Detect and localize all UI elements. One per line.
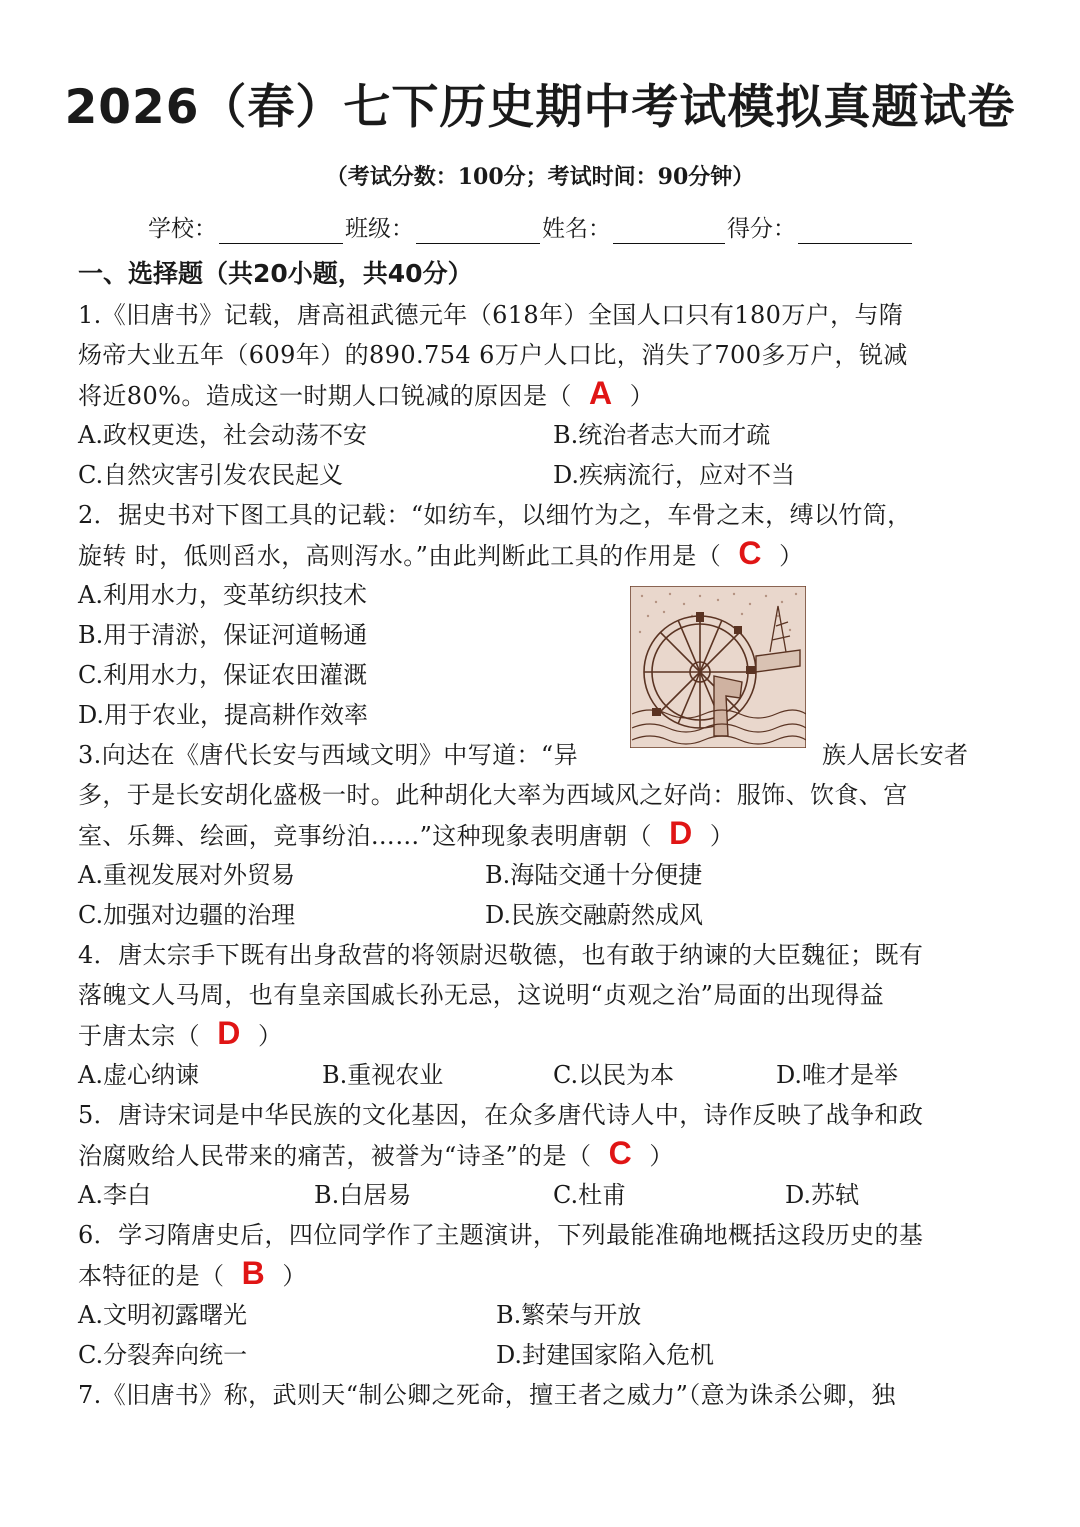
question-5-option-d: D.苏轼 [785,1181,860,1209]
class-label: 班级： [345,216,414,242]
question-3-line-1a: 3.向达在《唐代长安与西域文明》中写道：“异 [78,741,578,769]
question-1-option-d: D.疾病流行，应对不当 [553,461,796,489]
question-4-option-d: D.唯才是举 [776,1061,899,1089]
question-1-option-b: B.统治者志大而才疏 [553,421,771,449]
question-2-option-a: A.利用水力，变革纺织技术 [78,581,367,609]
question-1-option-c: C.自然灾害引发农民起义 [78,461,344,489]
question-3-line-1b: 族人居长安者 [822,741,969,769]
question-6-line-2: 本特征的是（ B ） [78,1255,307,1291]
question-3-answer: D [669,815,693,851]
question-7-line-1: 7.《旧唐书》称，武则天“制公卿之死命，擅王者之威力”（意为诛杀公卿，独 [78,1381,896,1409]
question-3-option-a: A.重视发展对外贸易 [78,861,295,889]
question-2-option-b: B.用于清淤，保证河道畅通 [78,621,368,649]
question-4-option-c: C.以民为本 [553,1061,675,1089]
question-3-line-3: 室、乐舞、绘画，竞事纷泊……”这种现象表明唐朝（ D ） [78,815,735,851]
question-6-option-c: C.分裂奔向统一 [78,1341,248,1369]
question-2-option-d: D.用于农业，提高耕作效率 [78,701,369,729]
question-4-option-a: A.虚心纳谏 [78,1061,199,1089]
question-1-answer: A [588,375,613,411]
question-5-line-2: 治腐败给人民带来的痛苦，被誉为“诗圣”的是（ C ） [78,1135,674,1171]
question-3-line-2: 多，于是长安胡化盛极一时。此种胡化大率为西域风之好尚：服饰、饮食、宫 [78,781,908,809]
exam-subtitle: （考试分数：100分；考试时间：90分钟） [325,164,755,190]
waterwheel-illustration-icon [630,586,806,748]
question-1-line-1: 1.《旧唐书》记载，唐高祖武德元年（618年）全国人口只有180万户，与隋 [78,301,904,329]
question-6-option-a: A.文明初露曙光 [78,1301,247,1329]
question-3-option-d: D.民族交融蔚然成风 [485,901,704,929]
question-2-line-2: 旋转 时，低则舀水，高则泻水。”由此判断此工具的作用是（ C ） [78,535,804,571]
question-3-option-b: B.海陆交通十分便捷 [485,861,703,889]
score-blank [798,217,912,244]
question-2-line-1: 2．据史书对下图工具的记载：“如纺车，以细竹为之，车骨之末，缚以竹筒， [78,501,912,529]
section-heading: 一、选择题（共20小题，共40分） [78,259,473,288]
question-4-answer: D [217,1015,241,1051]
question-4-line-1: 4．唐太宗手下既有出身敌营的将领尉迟敬德，也有敢于纳谏的大臣魏征；既有 [78,941,924,969]
student-info-line [148,210,948,244]
question-5-option-b: B.白居易 [314,1181,412,1209]
question-6-option-b: B.繁荣与开放 [496,1301,642,1329]
question-6-line-1: 6．学习隋唐史后，四位同学作了主题演讲，下列最能准确地概括这段历史的基 [78,1221,924,1249]
question-4-line-3: 于唐太宗（ D ） [78,1015,283,1051]
school-blank [219,217,343,244]
exam-title: 2026（春）七下历史期中考试模拟真题试卷 [64,80,1016,135]
score-label: 得分： [727,216,796,242]
question-1-line-2: 炀帝大业五年（609年）的890.754 6万户人口比，消失了700多万户，锐减 [78,341,908,369]
question-6-answer: B [241,1255,266,1291]
school-label: 学校： [148,216,217,242]
question-1-line-3: 将近80%。造成这一时期人口锐减的原因是（ A ） [78,375,655,411]
question-3-option-c: C.加强对边疆的治理 [78,901,296,929]
class-blank [416,217,540,244]
question-6-option-d: D.封建国家陷入危机 [496,1341,715,1369]
name-label: 姓名： [542,216,611,242]
question-4-line-2: 落魄文人马周，也有皇亲国戚长孙无忌，这说明“贞观之治”局面的出现得益 [78,981,885,1009]
question-2-option-c: C.利用水力，保证农田灌溉 [78,661,368,689]
question-2-answer: C [738,535,762,571]
question-1-option-a: A.政权更迭，社会动荡不安 [78,421,367,449]
question-5-line-1: 5．唐诗宋词是中华民族的文化基因，在众多唐代诗人中，诗作反映了战争和政 [78,1101,924,1129]
question-4-option-b: B.重视农业 [322,1061,444,1089]
name-blank [613,217,725,244]
question-5-option-a: A.李白 [78,1181,151,1209]
question-5-option-c: C.杜甫 [553,1181,627,1209]
question-5-answer: C [608,1135,633,1171]
